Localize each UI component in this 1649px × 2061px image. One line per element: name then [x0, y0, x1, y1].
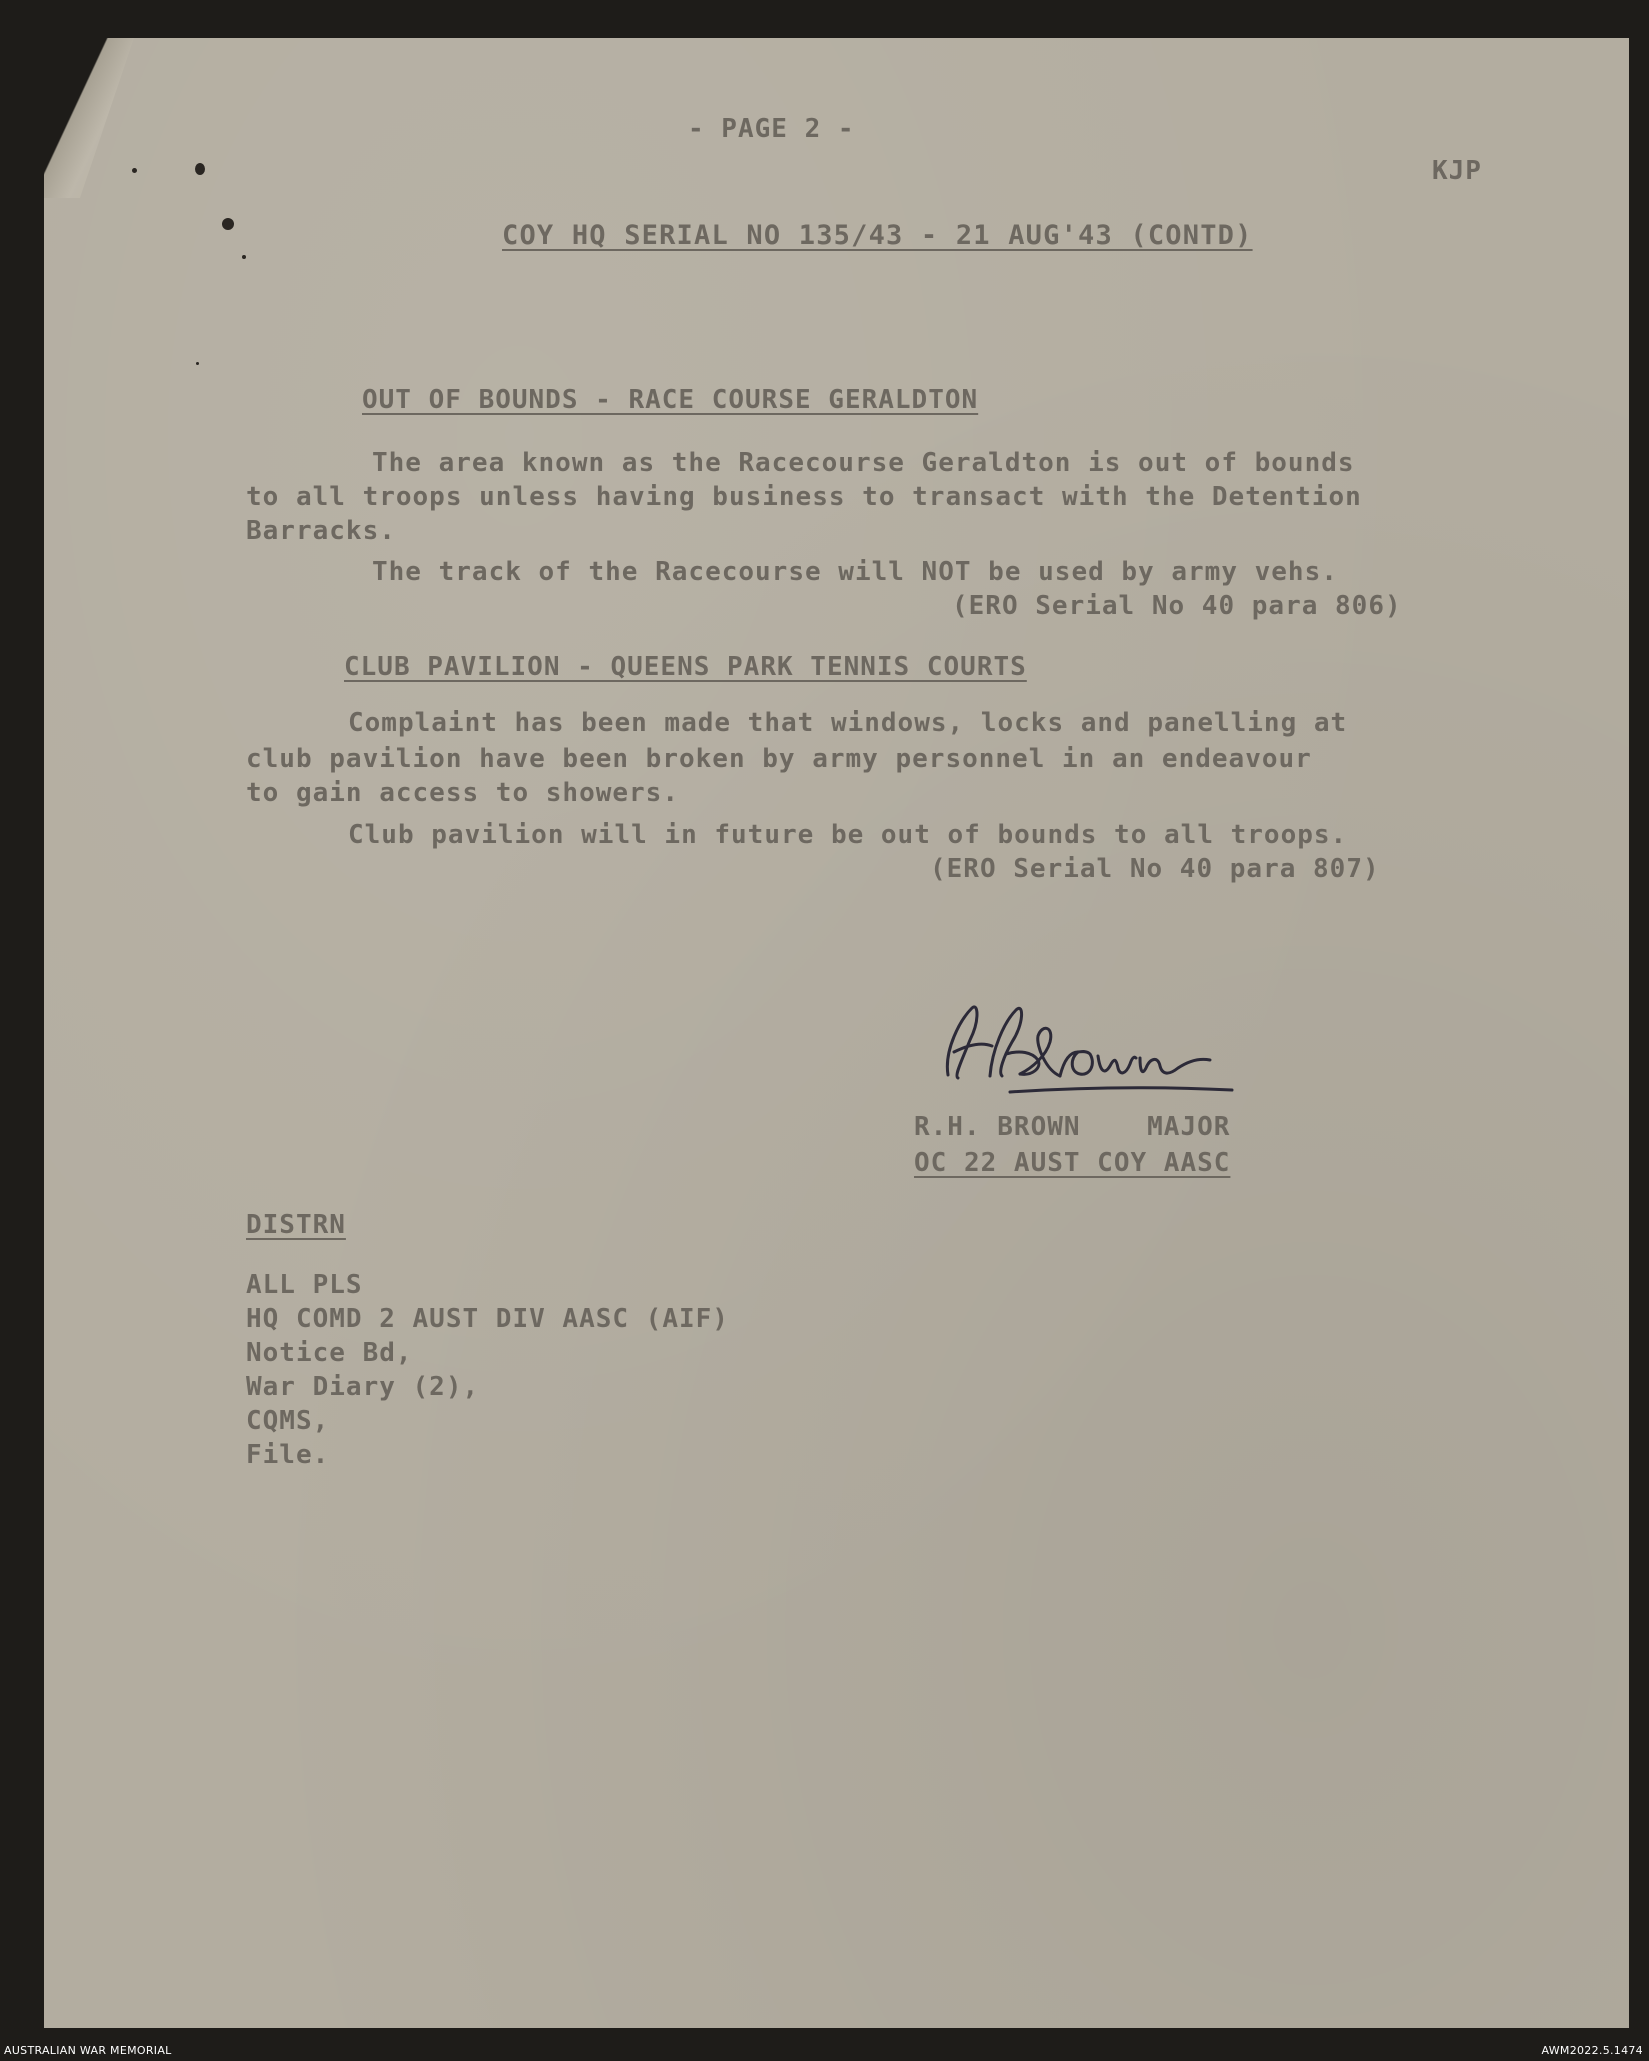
section-line: The track of the Racecourse will NOT be used by army vehs. — [372, 557, 1338, 587]
ink-spot — [242, 255, 246, 259]
section-heading: OUT OF BOUNDS - RACE COURSE GERALDTON — [362, 385, 979, 415]
distribution-item: CQMS, — [246, 1406, 330, 1436]
signatory-unit: OC 22 AUST COY AASC — [914, 1148, 1231, 1178]
paper-sheet — [44, 38, 1629, 2028]
page-header: - PAGE 2 - — [688, 114, 855, 144]
distribution-item: Notice Bd, — [246, 1338, 413, 1368]
ink-spot — [132, 168, 137, 173]
section-line: The area known as the Racecourse Geraldton is out of bounds — [372, 448, 1355, 478]
section-line: to all troops unless having business to transact with the Detention — [246, 482, 1362, 512]
distribution-heading: DISTRN — [246, 1210, 346, 1240]
handwritten-signature — [920, 980, 1260, 1100]
section-line: Club pavilion will in future be out of bounds to all troops. — [348, 820, 1348, 850]
footer-accession-number: AWM2022.5.1474 — [1541, 2044, 1643, 2057]
distribution-item: HQ COMD 2 AUST DIV AASC (AIF) — [246, 1304, 729, 1334]
section-reference: (ERO Serial No 40 para 806) — [952, 591, 1402, 621]
section-heading: CLUB PAVILION - QUEENS PARK TENNIS COURTS — [344, 652, 1027, 682]
distribution-item: War Diary (2), — [246, 1372, 480, 1402]
section-line: to gain access to showers. — [246, 778, 679, 808]
section-line: club pavilion have been broken by army personnel in an endeavour — [246, 744, 1312, 774]
document-title: COY HQ SERIAL NO 135/43 - 21 AUG'43 (CONTD) — [502, 220, 1253, 251]
distribution-item: File. — [246, 1440, 330, 1470]
signatory-name: R.H. BROWN MAJOR — [914, 1112, 1231, 1142]
footer-institution: AUSTRALIAN WAR MEMORIAL — [4, 2044, 172, 2057]
ink-spot — [195, 163, 205, 175]
distribution-item: ALL PLS — [246, 1270, 363, 1300]
ink-spot — [196, 362, 199, 365]
section-line: Barracks. — [246, 516, 396, 546]
section-line: Complaint has been made that windows, locks and panelling at — [348, 708, 1348, 738]
section-reference: (ERO Serial No 40 para 807) — [930, 854, 1380, 884]
ink-spot — [222, 218, 234, 230]
initials: KJP — [1432, 156, 1482, 186]
